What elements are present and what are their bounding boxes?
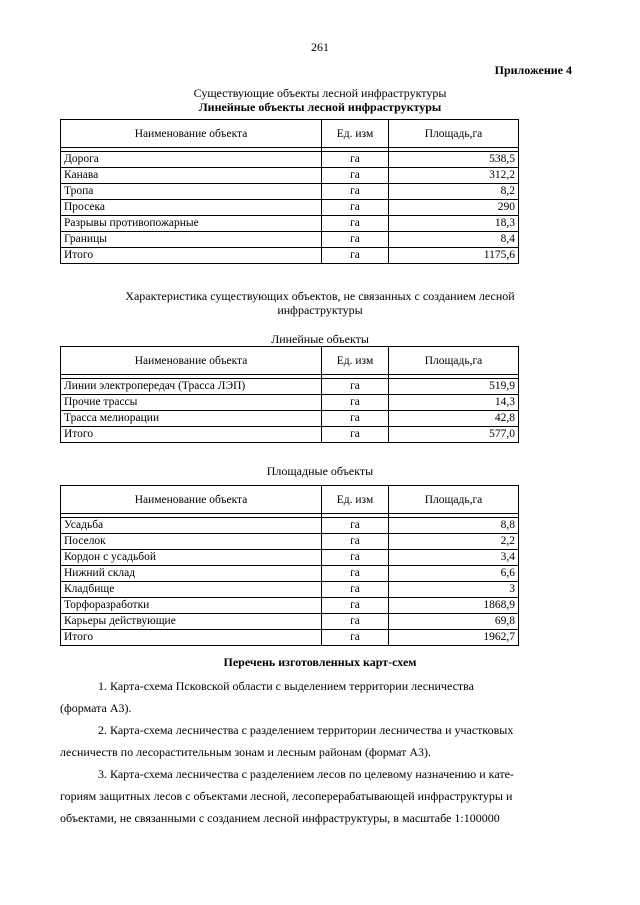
header-area: Площадь,га <box>389 486 519 514</box>
appendix-label: Приложение 4 <box>494 63 572 77</box>
header-unit: Ед. изм <box>322 486 389 514</box>
cell-area: 290 <box>389 200 519 216</box>
cell-area: 6,6 <box>389 566 519 582</box>
table-row <box>61 411 519 427</box>
cell-name: Карьеры действующие <box>61 614 322 630</box>
cell-unit: га <box>322 427 389 443</box>
cell-area: 312,2 <box>389 168 519 184</box>
cell-unit: га <box>322 232 389 248</box>
cell-area: 8,8 <box>389 518 519 534</box>
cell-unit: га <box>322 152 389 168</box>
table-row <box>61 184 519 200</box>
cell-name: Торфоразработки <box>61 598 322 614</box>
header-name: Наименование объекта <box>61 347 322 375</box>
linear-infrastructure-table <box>60 119 519 264</box>
map-item-3-line2: гориям защитных лесов с объектами лесной, лесоперерабатывающей инфраструктуры и <box>60 789 513 803</box>
cell-unit: га <box>322 518 389 534</box>
cell-area: 8,2 <box>389 184 519 200</box>
cell-name: Нижний склад <box>61 566 322 582</box>
table-row <box>61 518 519 534</box>
cell-name: Границы <box>61 232 322 248</box>
maps-list-title: Перечень изготовленных карт-схем <box>223 655 417 669</box>
cell-unit: га <box>322 200 389 216</box>
table-row <box>61 614 519 630</box>
table-row <box>61 395 519 411</box>
cell-name: Тропа <box>61 184 322 200</box>
cell-unit: га <box>322 614 389 630</box>
table-row <box>61 566 519 582</box>
cell-unit: га <box>322 411 389 427</box>
linear-objects-subtitle: Линейные объекты <box>271 332 369 346</box>
cell-unit: га <box>322 184 389 200</box>
cell-name: Поселок <box>61 534 322 550</box>
map-item-3-line3: объектами, не связанными с созданием лесной инфраструктуры, в масштабе 1:100000 <box>60 811 500 825</box>
map-item-1-line1: 1. Карта-схема Псковской области с выделением территории лесничества <box>98 679 474 693</box>
cell-name: Прочие трассы <box>61 395 322 411</box>
cell-area: 1962,7 <box>389 630 519 646</box>
table-row <box>61 630 519 646</box>
cell-area: 8,4 <box>389 232 519 248</box>
header-name: Наименование объекта <box>61 486 322 514</box>
section2-title-line2: инфраструктуры <box>277 303 363 317</box>
table-row <box>61 582 519 598</box>
cell-name: Просека <box>61 200 322 216</box>
cell-name: Усадьба <box>61 518 322 534</box>
map-item-2-line2: лесничеств по лесорастительным зонам и лесным районам (формат А3). <box>60 745 432 759</box>
table-row <box>61 598 519 614</box>
map-item-3-line1: 3. Карта-схема лесничества с разделением лесов по целевому назначению и кате- <box>98 767 514 781</box>
cell-area: 538,5 <box>389 152 519 168</box>
cell-unit: га <box>322 598 389 614</box>
cell-area: 577,0 <box>389 427 519 443</box>
cell-area: 3,4 <box>389 550 519 566</box>
cell-unit: га <box>322 566 389 582</box>
map-item-1-line2: (формата А3). <box>60 701 132 715</box>
maps-list <box>60 675 560 829</box>
table-row <box>61 379 519 395</box>
cell-unit: га <box>322 534 389 550</box>
cell-area: 1868,9 <box>389 598 519 614</box>
area-objects-table <box>60 485 519 646</box>
cell-name: Кладбище <box>61 582 322 598</box>
header-unit: Ед. изм <box>322 120 389 148</box>
cell-unit: га <box>322 582 389 598</box>
cell-area: 42,8 <box>389 411 519 427</box>
cell-unit: га <box>322 168 389 184</box>
cell-unit: га <box>322 550 389 566</box>
cell-name: Дорога <box>61 152 322 168</box>
cell-name: Разрывы противопожарные <box>61 216 322 232</box>
cell-name: Итого <box>61 248 322 264</box>
section1-title: Существующие объекты лесной инфраструктуры <box>193 86 447 100</box>
cell-name: Кордон с усадьбой <box>61 550 322 566</box>
cell-area: 14,3 <box>389 395 519 411</box>
header-area: Площадь,га <box>389 120 519 148</box>
table-row <box>61 248 519 264</box>
table-row <box>61 427 519 443</box>
linear-objects-table <box>60 346 519 443</box>
table-row <box>61 550 519 566</box>
cell-area: 1175,6 <box>389 248 519 264</box>
table-row <box>61 232 519 248</box>
header-unit: Ед. изм <box>322 347 389 375</box>
table-row <box>61 168 519 184</box>
cell-unit: га <box>322 630 389 646</box>
cell-name: Канава <box>61 168 322 184</box>
cell-name: Линии электропередач (Трасса ЛЭП) <box>61 379 322 395</box>
header-area: Площадь,га <box>389 347 519 375</box>
page-number: 261 <box>311 40 329 54</box>
table-row <box>61 152 519 168</box>
cell-unit: га <box>322 395 389 411</box>
cell-area: 2,2 <box>389 534 519 550</box>
header-name: Наименование объекта <box>61 120 322 148</box>
table-row <box>61 534 519 550</box>
cell-unit: га <box>322 248 389 264</box>
section1-subtitle: Линейные объекты лесной инфраструктуры <box>198 100 442 114</box>
area-objects-subtitle: Площадные объекты <box>266 464 374 478</box>
table-row <box>61 216 519 232</box>
cell-name: Трасса мелиорации <box>61 411 322 427</box>
cell-area: 69,8 <box>389 614 519 630</box>
cell-name: Итого <box>61 630 322 646</box>
cell-area: 18,3 <box>389 216 519 232</box>
section2-title-line1: Характеристика существующих объектов, не связанных с созданием лесной <box>125 289 515 303</box>
cell-area: 519,9 <box>389 379 519 395</box>
cell-name: Итого <box>61 427 322 443</box>
cell-unit: га <box>322 216 389 232</box>
cell-area: 3 <box>389 582 519 598</box>
map-item-2-line1: 2. Карта-схема лесничества с разделением территории лесничества и участковых <box>98 723 514 737</box>
table-row <box>61 200 519 216</box>
cell-unit: га <box>322 379 389 395</box>
